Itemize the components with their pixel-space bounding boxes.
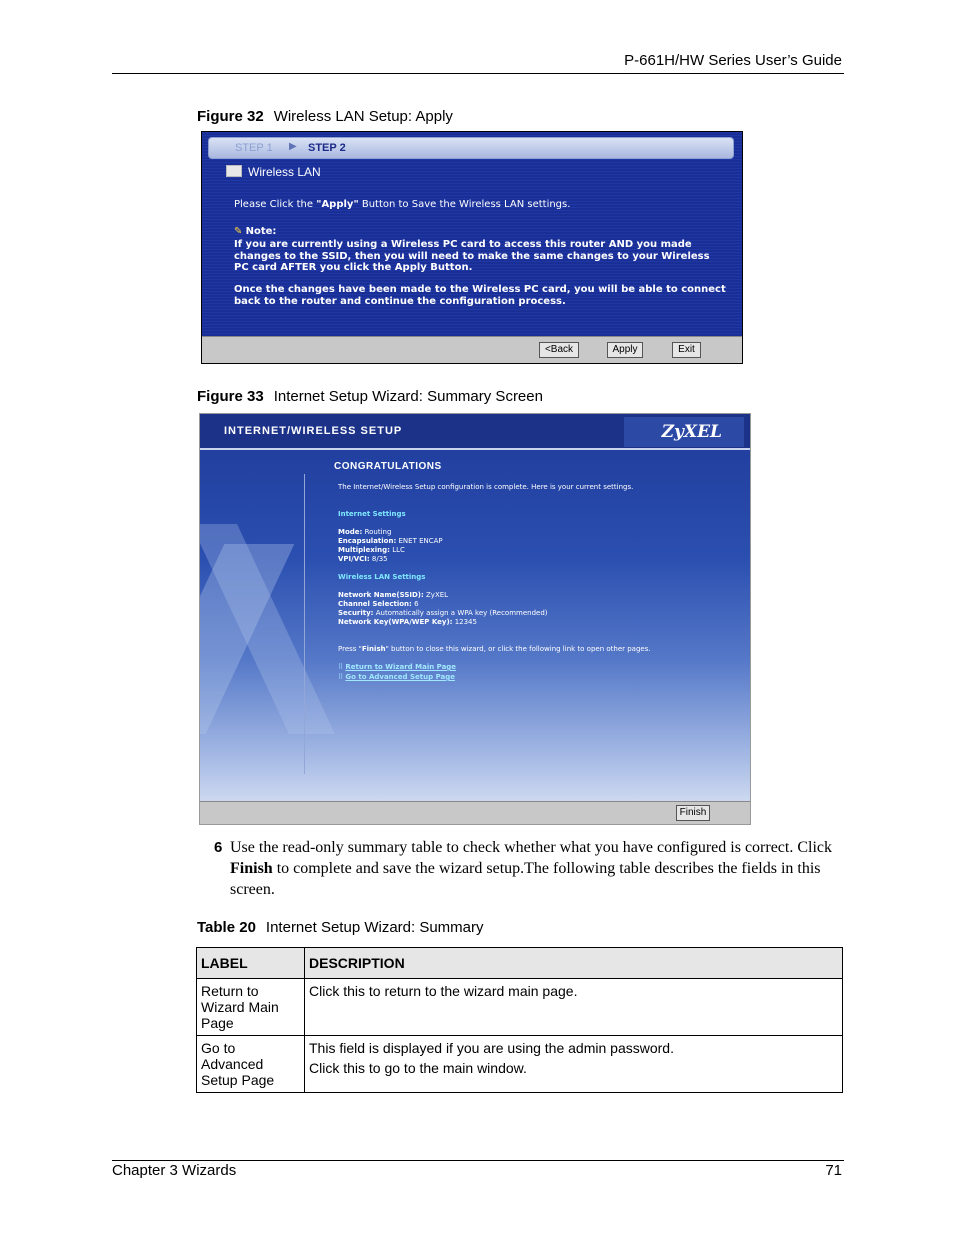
summary-intro: The Internet/Wireless Setup configuration is complete. Here is your current settings. — [338, 483, 634, 491]
wireless-lan-title — [226, 165, 321, 179]
step2-label[interactable]: STEP 2 — [308, 142, 346, 154]
running-header: P-661H/HW Series User’s Guide — [624, 52, 842, 69]
ssid-row — [338, 591, 448, 599]
figure33-label: Figure 33 — [197, 388, 264, 405]
encapsulation-label: Encapsulation: — [338, 537, 397, 545]
press-post: " button to close this wizard, or click the following link to open other pages. — [385, 645, 651, 653]
internet-settings-heading: Internet Settings — [338, 510, 406, 518]
apply-instruction-pre: Please Click the — [234, 199, 317, 210]
advanced-setup-link[interactable] — [338, 673, 455, 681]
exit-button[interactable]: Exit — [672, 342, 701, 358]
table-header-row — [197, 948, 843, 979]
vpi-vci-value: 8/35 — [371, 555, 388, 563]
finish-button[interactable]: Finish — [676, 805, 710, 821]
table20-label: Table 20 — [197, 919, 256, 936]
step-arrow-icon: ▶ — [289, 141, 297, 152]
figure32-caption — [197, 108, 453, 125]
chapter-footer: Chapter 3 Wizards — [112, 1162, 237, 1179]
apply-instruction-bold: "Apply" — [316, 199, 359, 210]
summary-table — [196, 947, 843, 1093]
channel-label: Channel Selection: — [338, 600, 412, 608]
wireless-lan-apply-screenshot — [201, 131, 743, 364]
step-text-bold: Finish — [230, 860, 273, 877]
apply-instruction — [234, 199, 570, 211]
table-row — [197, 979, 843, 1036]
header-rule — [112, 73, 844, 74]
step-text-pre: Use the read-only summary table to check whether what you have configured is correct. Click — [230, 839, 833, 856]
finish-button-bar — [200, 801, 750, 824]
encapsulation-value: ENET ENCAP — [398, 537, 443, 545]
footer-rule — [112, 1160, 844, 1161]
step-6-paragraph — [214, 837, 844, 900]
title-divider — [200, 448, 750, 450]
network-key-row — [338, 618, 477, 626]
security-label: Security: — [338, 609, 374, 617]
row-description — [305, 979, 843, 1036]
description-line: This field is displayed if you are using the admin password. — [309, 1040, 674, 1056]
zyxel-logo: ZyXEL — [661, 422, 722, 442]
row-description — [305, 1036, 843, 1093]
row-label: Return to Wizard Main Page — [197, 979, 305, 1036]
note-label: Note: — [245, 226, 277, 237]
bullet-icon: ⠿ — [338, 663, 344, 671]
bullet-icon: ⠿ — [338, 673, 344, 681]
table20-caption — [197, 919, 484, 936]
figure33-caption — [197, 388, 543, 405]
window-title: INTERNET/WIRELESS SETUP — [224, 425, 403, 437]
wizard-step-bar — [208, 137, 734, 159]
step1-label[interactable]: STEP 1 — [235, 142, 273, 154]
wireless-lan-settings-heading: Wireless LAN Settings — [338, 573, 426, 581]
ssid-label: Network Name(SSID): — [338, 591, 424, 599]
step-text-post: to complete and save the wizard setup.The following table describes the fields in this screen. — [230, 860, 821, 898]
note-line: changes to the SSID, then you will need to make the same changes to your Wireless — [234, 250, 710, 262]
note-heading — [234, 226, 276, 238]
summary-screen-screenshot — [199, 413, 751, 825]
network-key-label: Network Key(WPA/WEP Key): — [338, 618, 453, 626]
advanced-setup-link-text[interactable]: Go to Advanced Setup Page — [345, 673, 455, 681]
mode-label: Mode: — [338, 528, 363, 536]
figure32-caption-text: Wireless LAN Setup: Apply — [273, 108, 453, 125]
back-button[interactable]: <Back — [539, 342, 579, 358]
wireless-lan-title-text: Wireless LAN — [248, 165, 321, 179]
vpi-vci-row — [338, 555, 388, 563]
description-column-header: DESCRIPTION — [305, 948, 843, 979]
channel-row — [338, 600, 419, 608]
label-column-header: LABEL — [197, 948, 305, 979]
mode-value: Routing — [364, 528, 392, 536]
step-number: 6 — [214, 839, 223, 856]
note-line: If you are currently using a Wireless PC card to access this router AND you made — [234, 239, 692, 250]
step-6-text — [230, 837, 844, 900]
security-row — [338, 609, 548, 617]
press-pre: Press " — [338, 645, 362, 653]
once-text — [234, 284, 726, 307]
row-label: Go to Advanced Setup Page — [197, 1036, 305, 1093]
vertical-divider — [304, 474, 305, 774]
network-key-value: 12345 — [454, 618, 477, 626]
once-line: back to the router and continue the configuration process. — [234, 295, 566, 307]
press-bold: Finish — [361, 645, 386, 653]
description-line: Click this to go to the main window. — [309, 1060, 527, 1076]
multiplexing-value: LLC — [392, 546, 405, 554]
note-pencil-icon: ✎ — [234, 226, 243, 237]
multiplexing-label: Multiplexing: — [338, 546, 390, 554]
press-finish-text — [338, 645, 651, 653]
mode-row — [338, 528, 391, 536]
table20-caption-text: Internet Setup Wizard: Summary — [265, 919, 484, 936]
return-wizard-link-text[interactable]: Return to Wizard Main Page — [345, 663, 457, 671]
channel-value: 6 — [414, 600, 419, 608]
figure33-caption-text: Internet Setup Wizard: Summary Screen — [273, 388, 543, 405]
apply-button[interactable]: Apply — [607, 342, 643, 358]
folder-icon — [226, 165, 242, 177]
note-line: PC card AFTER you click the Apply Button. — [234, 262, 473, 273]
vpi-vci-label: VPI/VCI: — [338, 555, 370, 563]
apply-instruction-post: Button to Save the Wireless LAN settings. — [358, 199, 571, 210]
return-wizard-link[interactable] — [338, 663, 456, 671]
page-number: 71 — [825, 1162, 842, 1179]
multiplexing-row — [338, 546, 405, 554]
ssid-value: ZyXEL — [426, 591, 449, 599]
security-value: Automatically assign a WPA key (Recommended) — [375, 609, 548, 617]
figure32-label: Figure 32 — [197, 108, 264, 125]
once-line: Once the changes have been made to the Wireless PC card, you will be able to connect — [234, 284, 726, 295]
button-bar — [202, 336, 742, 363]
congratulations-heading: CONGRATULATIONS — [334, 461, 442, 472]
encapsulation-row — [338, 537, 443, 545]
description-line: Click this to return to the wizard main page. — [309, 983, 578, 999]
table-row — [197, 1036, 843, 1093]
note-body — [234, 239, 710, 274]
